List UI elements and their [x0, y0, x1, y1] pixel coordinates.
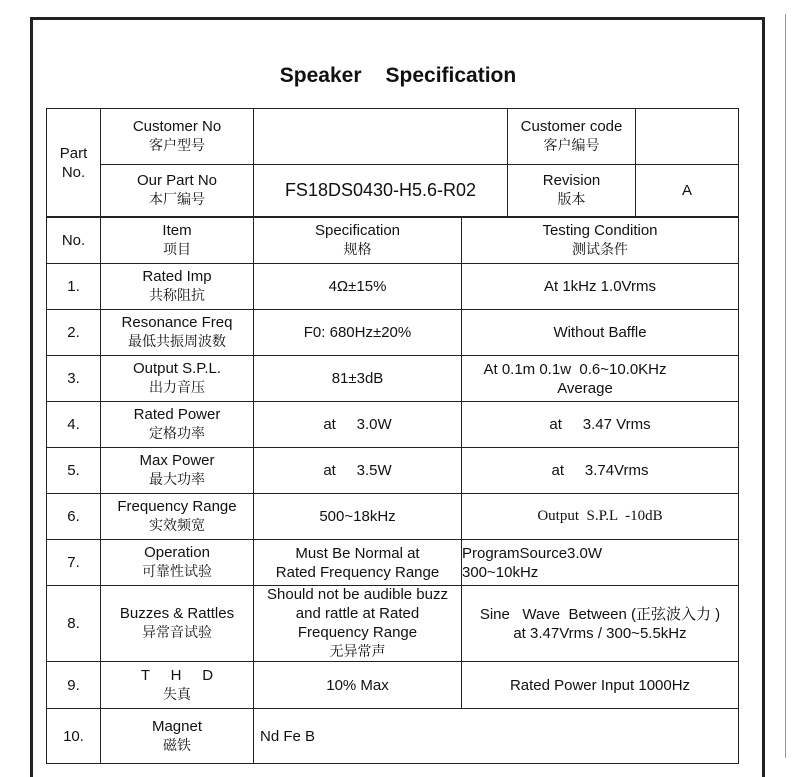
row-no-text: 7.	[67, 554, 80, 571]
item-zh: 失真	[163, 686, 191, 703]
item-en: Frequency Range	[117, 498, 237, 515]
cond-line2: at 3.47Vrms / 300~5.5kHz	[513, 624, 687, 642]
table-row-item	[101, 310, 254, 356]
item-en: T H D	[140, 666, 214, 684]
our-part-no-value	[254, 165, 508, 217]
document-title	[0, 64, 796, 88]
spec-text: Nd Fe B	[260, 727, 316, 745]
item-en: Magnet	[151, 717, 203, 735]
part-label-line1: Part	[59, 144, 88, 162]
spec-text: 500~18kHz	[319, 508, 396, 525]
table-row-no	[46, 448, 101, 494]
customer-no-value	[254, 108, 508, 165]
table-row-spec	[254, 662, 462, 709]
customer-code-value	[636, 108, 739, 165]
table-row-condition	[462, 264, 739, 310]
part-no-label	[46, 108, 101, 217]
table-row-item	[101, 662, 254, 709]
item-zh: 最低共振周波数	[128, 334, 226, 350]
our-part-no-text: FS18DS0430-H5.6-R02	[284, 180, 477, 200]
table-row-item	[101, 586, 254, 662]
table-row-condition	[462, 494, 739, 540]
table-row-item	[101, 709, 254, 764]
item-en: Max Power	[139, 452, 215, 469]
revision-en: Revision	[542, 172, 601, 189]
table-row-no	[46, 586, 101, 662]
table-row-item	[101, 540, 254, 586]
table-row-no	[46, 310, 101, 356]
row-no-text: 3.	[67, 370, 80, 387]
spec-text: F0: 680Hz±20%	[303, 324, 412, 341]
customer-no-label	[101, 108, 254, 165]
item-zh: 共称阻抗	[149, 288, 205, 304]
column-header-condition	[462, 217, 739, 264]
table-row-condition	[462, 662, 739, 709]
cond-text: Output S.P.L -10dB	[537, 508, 663, 524]
col-item-en: Item	[162, 222, 192, 239]
row-no-text: 4.	[67, 416, 80, 433]
table-row-spec	[254, 310, 462, 356]
row-no-text: 5.	[67, 462, 80, 479]
customer-no-en: Customer No	[132, 118, 222, 135]
col-spec-zh: 规格	[343, 242, 372, 258]
cond-line1: At 0.1m 0.1w 0.6~10.0KHz	[483, 360, 667, 378]
table-row-no	[46, 356, 101, 402]
cond-text: Without Baffle	[553, 324, 647, 341]
table-row-condition	[462, 448, 739, 494]
row-no-text: 8.	[67, 615, 80, 632]
table-row-item	[101, 402, 254, 448]
spec-line2: and rattle at Rated	[295, 605, 420, 622]
revision-label	[508, 165, 636, 217]
table-row-no	[46, 662, 101, 709]
cond-text: Rated Power Input 1000Hz	[509, 676, 691, 694]
spec-line2: Rated Frequency Range	[275, 563, 440, 581]
col-no-text: No.	[61, 232, 86, 249]
table-row-condition	[462, 310, 739, 356]
spec-text: 4Ω±15%	[328, 278, 387, 295]
cond-line2: 300~10kHz	[462, 563, 539, 581]
table-row-spec	[254, 448, 462, 494]
table-row-item	[101, 494, 254, 540]
spec-text: at 3.0W	[323, 416, 392, 433]
row-no-text: 6.	[67, 508, 80, 525]
item-zh: 出力音压	[149, 380, 205, 396]
table-row-item	[101, 356, 254, 402]
cond-line2: Average	[557, 379, 613, 397]
row-no-text: 2.	[67, 324, 80, 341]
our-part-no-zh: 本厂编号	[149, 192, 205, 208]
table-row-spec	[254, 402, 462, 448]
table-row-spec	[254, 264, 462, 310]
table-row-spec	[254, 586, 462, 662]
spec-text: 10% Max	[326, 676, 389, 694]
item-en: Operation	[144, 544, 210, 561]
item-zh: 磁铁	[163, 737, 191, 754]
cond-line1: Sine Wave Between (正弦波入力 )	[479, 605, 721, 623]
revision-value	[636, 165, 739, 217]
row-no-text: 1.	[67, 278, 80, 295]
row-no-text: 9.	[67, 676, 80, 694]
cond-line1: ProgramSource3.0W	[462, 544, 603, 562]
table-row-no	[46, 402, 101, 448]
item-zh: 实效频宽	[149, 518, 205, 534]
title-word-specification: Specification	[385, 64, 517, 87]
table-row-no	[46, 494, 101, 540]
spec-line3: Frequency Range	[297, 624, 418, 641]
table-row-condition	[462, 540, 739, 586]
table-row-no	[46, 264, 101, 310]
table-row-spec	[254, 356, 462, 402]
table-row-condition	[462, 402, 739, 448]
table-row-item	[101, 448, 254, 494]
item-en: Output S.P.L.	[132, 360, 222, 377]
col-cond-en: Testing Condition	[542, 222, 658, 239]
cond-text: At 1kHz 1.0Vrms	[544, 278, 656, 295]
page-edge-line	[785, 14, 786, 758]
revision-value-text: A	[681, 182, 692, 199]
spec-line1: Should not be audible buzz	[267, 586, 448, 603]
table-row-no	[46, 709, 101, 764]
table-row-spec	[254, 709, 739, 764]
col-cond-zh: 测试条件	[572, 242, 628, 258]
item-zh: 可靠性试验	[142, 564, 212, 580]
spec-line1: Must Be Normal at	[295, 544, 420, 562]
table-row-spec	[254, 494, 462, 540]
item-en: Rated Imp	[142, 268, 212, 285]
our-part-no-label	[101, 165, 254, 217]
table-row-condition	[462, 356, 739, 402]
our-part-no-en: Our Part No	[136, 172, 218, 189]
column-header-no	[46, 217, 101, 264]
table-row-no	[46, 540, 101, 586]
cond-text: at 3.74Vrms	[551, 462, 649, 479]
item-en: Resonance Freq	[121, 314, 233, 331]
customer-code-label	[508, 108, 636, 165]
revision-zh: 版本	[557, 192, 586, 208]
spec-text: 81±3dB	[331, 370, 384, 387]
column-header-spec	[254, 217, 462, 264]
column-header-item	[101, 217, 254, 264]
table-row-item	[101, 264, 254, 310]
item-zh: 最大功率	[149, 472, 205, 488]
customer-code-zh: 客户编号	[543, 138, 600, 154]
col-item-zh: 项目	[163, 242, 191, 258]
row-no-text: 10.	[63, 727, 84, 745]
cond-text: at 3.47 Vrms	[549, 416, 651, 433]
part-label-line2: No.	[61, 163, 86, 181]
item-en: Buzzes & Rattles	[119, 605, 235, 622]
table-row-spec	[254, 540, 462, 586]
col-spec-en: Specification	[314, 222, 401, 239]
spec-line4: 无异常声	[329, 644, 386, 660]
spec-text: at 3.5W	[323, 462, 392, 479]
title-word-speaker: Speaker	[279, 64, 362, 87]
customer-no-zh: 客户型号	[149, 138, 205, 154]
item-zh: 异常音试验	[142, 625, 212, 641]
table-row-condition	[462, 586, 739, 662]
item-zh: 定格功率	[149, 426, 205, 442]
customer-code-en: Customer code	[520, 118, 623, 135]
item-en: Rated Power	[133, 406, 221, 423]
